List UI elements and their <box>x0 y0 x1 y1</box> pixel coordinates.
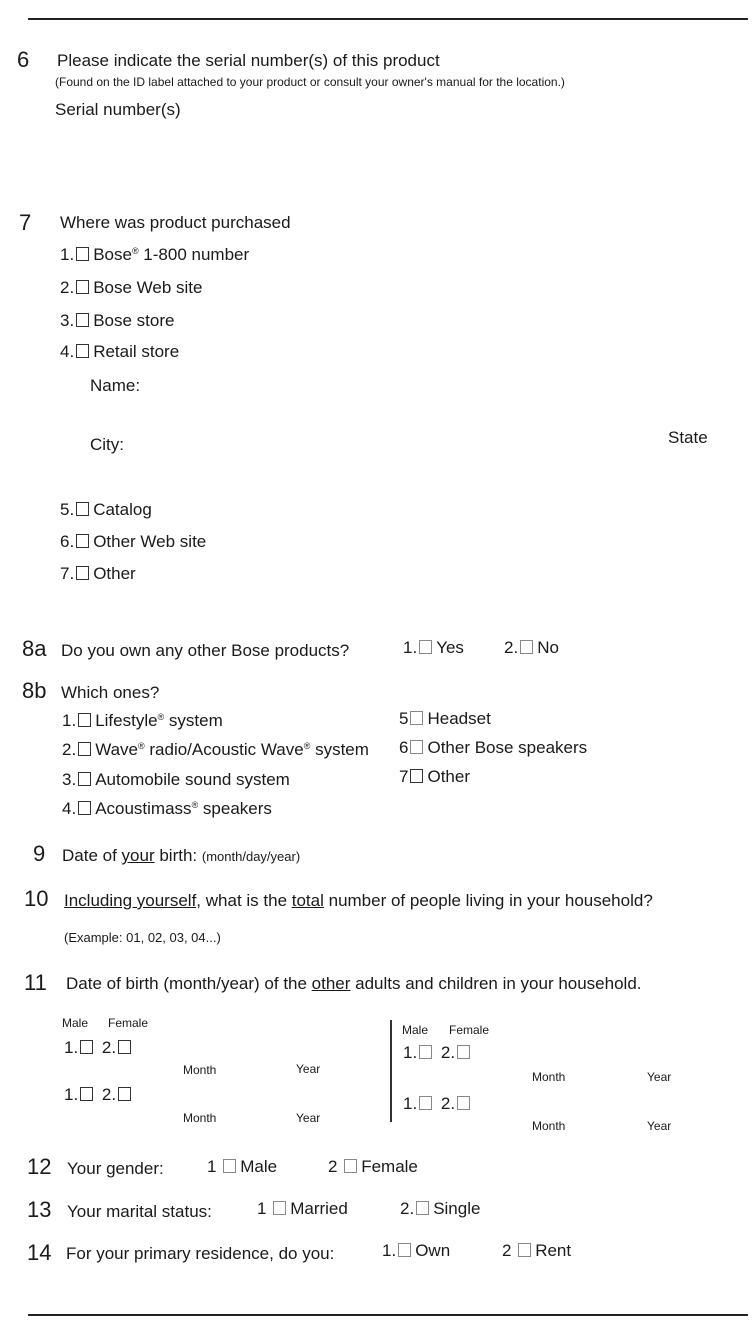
option-number: 2 <box>502 1241 512 1260</box>
q11-text: adults and children in your household. <box>350 974 642 993</box>
option-label: Male <box>240 1157 278 1176</box>
checkbox-icon[interactable] <box>410 769 423 783</box>
option-label: Rent <box>535 1241 572 1260</box>
option-number: 2. <box>400 1199 415 1218</box>
option-label: Acoustimass <box>95 799 192 818</box>
q13-single[interactable] <box>400 1199 480 1219</box>
checkbox-icon[interactable] <box>118 1040 131 1054</box>
q8b-option-4[interactable] <box>62 799 272 819</box>
q8b-option-7[interactable] <box>399 767 470 787</box>
q12-female[interactable] <box>328 1157 418 1177</box>
option-number: 1. <box>64 1038 79 1057</box>
q13-married[interactable] <box>257 1199 348 1219</box>
option-label: Bose store <box>93 311 175 330</box>
option-label: Retail store <box>93 342 180 361</box>
checkbox-icon[interactable] <box>76 502 89 516</box>
option-label: 1-800 number <box>138 245 250 264</box>
q14-number: 14 <box>27 1240 52 1265</box>
checkbox-icon[interactable] <box>118 1087 131 1101</box>
q11-person-4-gender[interactable] <box>403 1094 474 1114</box>
option-number: 2. <box>440 1094 456 1113</box>
checkbox-icon[interactable] <box>398 1243 411 1257</box>
option-label: speakers <box>198 799 272 818</box>
option-number: 1. <box>60 245 75 264</box>
option-number: 2. <box>440 1043 456 1062</box>
option-number: 6. <box>60 532 75 551</box>
q10-household-count-field[interactable] <box>260 925 380 949</box>
q11-male-header: Male <box>62 1016 89 1030</box>
checkbox-icon[interactable] <box>416 1201 429 1215</box>
q8a-number: 8a <box>22 636 47 661</box>
q11-year-label: Year <box>296 1062 321 1076</box>
checkbox-icon[interactable] <box>410 740 423 754</box>
registered-mark: ® <box>138 741 145 751</box>
q11-male-header: Male <box>402 1023 429 1037</box>
q11-month-label: Month <box>532 1070 566 1084</box>
q12-male[interactable] <box>207 1157 277 1177</box>
q8a-no[interactable] <box>504 638 559 658</box>
option-label: Single <box>433 1199 481 1218</box>
option-number: 7. <box>60 564 75 583</box>
checkbox-icon[interactable] <box>457 1045 470 1059</box>
option-number: 7 <box>399 767 409 786</box>
option-number: 1 <box>257 1199 267 1218</box>
option-number: 4. <box>62 799 77 818</box>
q6-note: (Found on the ID label attached to your product or consult your owner's manual for the location.) <box>55 75 565 89</box>
q11-person-3-gender[interactable] <box>403 1043 474 1063</box>
q10-emphasis: Including yourself, <box>64 891 202 910</box>
q11-female-header: Female <box>108 1016 149 1030</box>
option-label: Yes <box>436 638 464 657</box>
checkbox-icon[interactable] <box>78 772 91 786</box>
q10-example: (Example: 01, 02, 03, 04...) <box>64 930 221 945</box>
option-number: 1. <box>64 1085 79 1104</box>
q11-question <box>66 974 642 994</box>
option-number: 2 <box>328 1157 338 1176</box>
q11-number: 11 <box>24 970 47 995</box>
checkbox-icon[interactable] <box>76 534 89 548</box>
option-label: Automobile sound system <box>95 770 290 789</box>
checkbox-icon[interactable] <box>223 1159 236 1173</box>
q8a-question: Do you own any other Bose products? <box>61 641 350 660</box>
option-label: Lifestyle <box>95 711 158 730</box>
checkbox-icon[interactable] <box>344 1159 357 1173</box>
checkbox-icon[interactable] <box>273 1201 286 1215</box>
option-label: Catalog <box>93 500 152 519</box>
q11-person-2-gender[interactable] <box>64 1085 135 1105</box>
q13-number: 13 <box>27 1197 52 1222</box>
checkbox-icon[interactable] <box>518 1243 531 1257</box>
q10-text: number of people living in your household? <box>323 891 653 910</box>
option-number: 5 <box>399 709 409 728</box>
registered-mark: ® <box>131 246 139 256</box>
option-label: Other Bose speakers <box>427 738 588 757</box>
option-number: 2. <box>101 1085 117 1104</box>
registered-mark: ® <box>157 712 165 722</box>
option-number: 1. <box>403 1043 418 1062</box>
q11-month-label: Month <box>183 1063 217 1077</box>
q9-text: Date of <box>62 846 122 865</box>
option-label: Married <box>290 1199 348 1218</box>
q8b-option-2[interactable] <box>62 740 369 760</box>
q6-serial-label: Serial number(s) <box>55 100 181 119</box>
registered-mark: ® <box>303 741 311 751</box>
checkbox-icon[interactable] <box>419 1096 432 1110</box>
q7-option-3[interactable] <box>60 311 174 331</box>
checkbox-icon[interactable] <box>80 1087 93 1101</box>
q11-column-divider <box>390 1020 392 1122</box>
q8b-option-1[interactable] <box>62 711 223 731</box>
q14-own[interactable] <box>382 1241 450 1261</box>
checkbox-icon[interactable] <box>520 640 533 654</box>
option-number: 1. <box>403 1094 418 1113</box>
q10-emphasis: total <box>291 891 324 910</box>
q7-option-7[interactable] <box>60 564 136 584</box>
q7-option-4[interactable] <box>60 342 179 362</box>
option-label: system <box>310 740 369 759</box>
checkbox-icon[interactable] <box>410 711 423 725</box>
option-label: Female <box>361 1157 418 1176</box>
option-number: 4. <box>60 342 75 361</box>
q7-option-1[interactable] <box>60 245 249 265</box>
option-number: 1. <box>382 1241 397 1260</box>
checkbox-icon[interactable] <box>78 713 91 727</box>
q12-number: 12 <box>27 1154 52 1179</box>
option-number: 2. <box>60 278 75 297</box>
q10-text: what is the <box>201 891 292 910</box>
q14-question: For your primary residence, do you: <box>66 1244 335 1263</box>
option-number: 2. <box>504 638 519 657</box>
checkbox-icon[interactable] <box>78 801 91 815</box>
q6-serial-field[interactable] <box>55 124 735 204</box>
q11-person-1-gender[interactable] <box>64 1038 135 1058</box>
q7-name-label: Name: <box>90 376 141 395</box>
checkbox-icon[interactable] <box>419 640 432 654</box>
option-number: 3. <box>60 311 75 330</box>
q11-month-label: Month <box>183 1111 217 1125</box>
option-number: 1 <box>207 1157 217 1176</box>
q11-female-header: Female <box>449 1023 490 1037</box>
option-label: Headset <box>427 709 491 728</box>
q9-text: birth: <box>154 846 198 865</box>
checkbox-icon[interactable] <box>76 313 89 327</box>
q8b-number: 8b <box>22 678 47 703</box>
q8b-option-6[interactable] <box>399 738 587 758</box>
option-label: radio/Acoustic Wave <box>144 740 304 759</box>
option-label: Wave <box>95 740 139 759</box>
q9-number: 9 <box>33 841 46 866</box>
checkbox-icon[interactable] <box>457 1096 470 1110</box>
q7-city-label: City: <box>90 435 124 454</box>
q7-question: Where was product purchased <box>60 213 291 232</box>
q12-question: Your gender: <box>67 1159 164 1178</box>
q13-question: Your marital status: <box>67 1202 212 1221</box>
q10-number: 10 <box>24 886 49 911</box>
checkbox-icon[interactable] <box>76 566 89 580</box>
option-label: Other <box>93 564 136 583</box>
checkbox-icon[interactable] <box>76 344 89 358</box>
q11-month-label: Month <box>532 1119 566 1133</box>
option-number: 2. <box>62 740 77 759</box>
checkbox-icon[interactable] <box>78 742 91 756</box>
bottom-rule <box>28 1314 748 1316</box>
q14-rent[interactable] <box>502 1241 571 1261</box>
q7-state-label: State <box>668 428 708 447</box>
checkbox-icon[interactable] <box>80 1040 93 1054</box>
checkbox-icon[interactable] <box>76 247 89 261</box>
option-label: Other Web site <box>93 532 207 551</box>
option-label: Bose Web site <box>93 278 203 297</box>
option-number: 3. <box>62 770 77 789</box>
checkbox-icon[interactable] <box>76 280 89 294</box>
q11-year-label: Year <box>296 1111 321 1125</box>
q7-option-6[interactable] <box>60 532 206 552</box>
q11-text: Date of birth (month/year) of the <box>66 974 312 993</box>
q9-hint: (month/day/year) <box>201 849 301 864</box>
q8a-yes[interactable] <box>403 638 464 658</box>
option-number: 6 <box>399 738 409 757</box>
q9-birth-date-field[interactable] <box>330 842 630 866</box>
option-label: system <box>164 711 223 730</box>
q7-number: 7 <box>19 210 32 235</box>
q8b-question: Which ones? <box>61 683 160 702</box>
q11-emphasis: other <box>311 974 351 993</box>
q7-option-5[interactable] <box>60 500 152 520</box>
q9-emphasis: your <box>121 846 155 865</box>
q9-question <box>62 846 300 866</box>
option-label: Other <box>427 767 470 786</box>
q8b-option-5[interactable] <box>399 709 491 729</box>
option-number: 1. <box>403 638 418 657</box>
top-rule <box>28 18 748 20</box>
option-label: No <box>537 638 559 657</box>
option-label: Bose <box>93 245 132 264</box>
option-number: 1. <box>62 711 77 730</box>
q11-year-label: Year <box>647 1070 672 1084</box>
q11-year-label: Year <box>647 1119 672 1133</box>
q6-number: 6 <box>17 47 30 72</box>
option-label: Own <box>415 1241 451 1260</box>
q8b-option-3[interactable] <box>62 770 290 790</box>
q6-question: Please indicate the serial number(s) of this product <box>57 51 440 70</box>
option-number: 2. <box>101 1038 117 1057</box>
checkbox-icon[interactable] <box>419 1045 432 1059</box>
q10-question <box>64 891 653 911</box>
q7-option-2[interactable] <box>60 278 202 298</box>
registered-mark: ® <box>191 800 199 810</box>
option-number: 5. <box>60 500 75 519</box>
